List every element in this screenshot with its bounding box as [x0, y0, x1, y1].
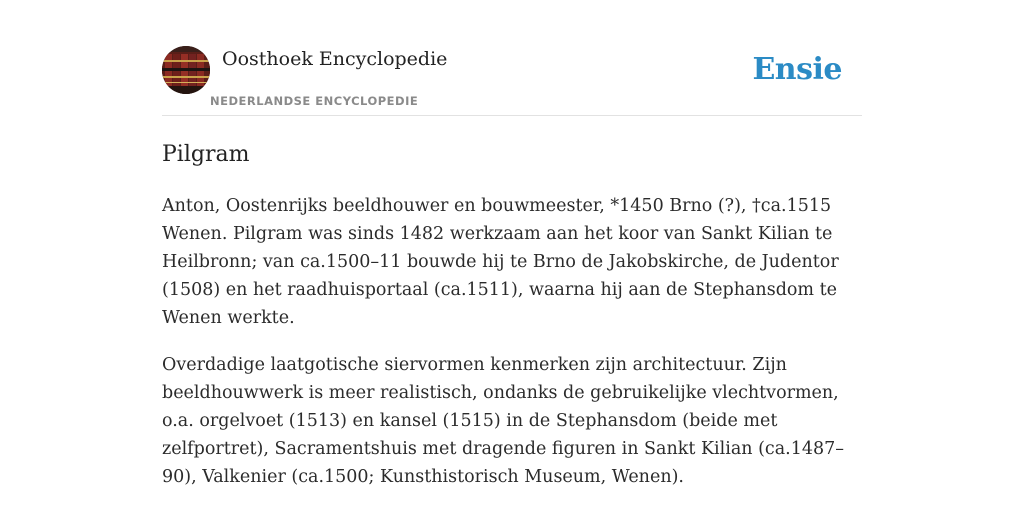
- brand-logo[interactable]: Ensie: [752, 52, 842, 87]
- site-title[interactable]: Oosthoek Encyclopedie: [222, 48, 448, 70]
- entry-title: Pilgram: [162, 142, 250, 167]
- entry-paragraph: Overdadige laatgotische siervormen kenmerken zijn architectuur. Zijn beeldhouwwerk is meer realistisch, ondanks de gebruikelijke vlechtvormen, o.a. orgelvoet (1513) en kansel (1515) in de Stephansdom (beide met zelfportret), Sacramentshuis met dragende figuren in Sankt Kilian (ca.1487–90), Valkenier (ca.1500; Kunsthistorisch Museum, Wenen).: [162, 355, 844, 487]
- encyclopedia-books-icon[interactable]: [162, 46, 210, 94]
- site-header: [162, 46, 862, 116]
- entry-body: [162, 192, 862, 510]
- header-divider: [162, 115, 862, 116]
- entry-paragraph: Anton, Oostenrijks beeldhouwer en bouwmeester, *1450 Brno (?), †ca.1515 Wenen. Pilgram was sinds 1482 werkzaam aan het koor van Sankt Kilian te Heilbronn; van ca.1500–11 bouwde hij te Brno de Jakobskirche, de Judentor (1508) en het raadhuisportaal (ca.1511), waarna hij aan de Stephansdom te Wenen werkte.: [162, 196, 839, 328]
- site-subtitle: NEDERLANDSE ENCYCLOPEDIE: [210, 94, 419, 108]
